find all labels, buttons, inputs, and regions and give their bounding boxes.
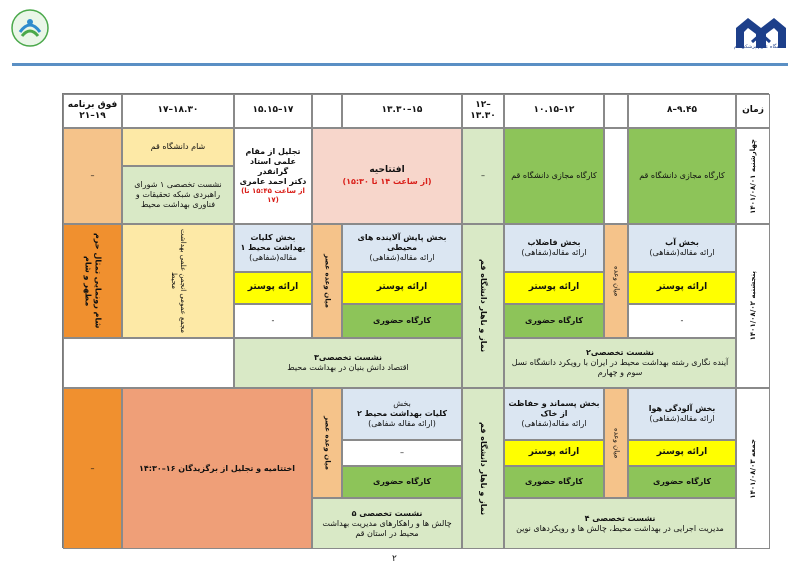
row2-empty	[63, 338, 234, 388]
monitoring-workshop: کارگاه حضوری	[342, 304, 462, 338]
honoring-ceremony: تجلیل از مقام علمی استاد گرانقدر دکتر احمد عامری (از ساعت ۱۵:۴۵ تا ۱۷)	[234, 128, 312, 224]
general-eh-1-dash: -	[234, 304, 312, 338]
monitoring-section: بخش پایش آلاینده های محیطی ارائه مقاله(شفاهی)	[342, 224, 462, 272]
day-3-label: جمعه ۱۴۰۱/۰۸/۰۳	[736, 388, 770, 549]
general-eh-2-dash: –	[342, 440, 462, 466]
water-poster: ارائه پوستر	[628, 272, 736, 304]
row3-break-1: میان وعده	[604, 388, 628, 498]
header-time-1: ۸–۹.۴۵	[628, 94, 736, 128]
row1-extra: –	[63, 128, 122, 224]
panel-3: نشست تخصصی۳ اقتصاد دانش بنیان در بهداشت محیط	[234, 338, 462, 388]
air-pollution-poster: ارائه پوستر	[628, 440, 736, 466]
header-time-3: ۱۲– ۱۳.۳۰	[462, 94, 504, 128]
closing-ceremony: اختتامیه و تجلیل از برگزیدگان ۱۶–۱۴:۳۰	[122, 388, 312, 549]
row2-prayer-lunch: نماز و ناهار دانشگاه قم	[462, 224, 504, 388]
water-section: بخش آب ارائه مقاله(شفاهی)	[628, 224, 736, 272]
university-logo-icon	[732, 6, 790, 58]
header-time-5: ۱۵.۱۵–۱۷	[234, 94, 312, 128]
general-assembly: مجمع عمومی انجمن علمی بهداشت محیط	[122, 224, 234, 338]
waste-soil-workshop: کارگاه حضوری	[504, 466, 604, 498]
panel-4: نشست تخصصی ۴ مدیریت اجرایی در بهداشت محیط، چالش ها و رویکردهای نوین	[504, 498, 736, 549]
virtual-workshop-1: کارگاه مجازی دانشگاه قم	[628, 128, 736, 224]
water-dash: -	[628, 304, 736, 338]
header-blank-1	[604, 94, 628, 128]
general-eh-1-poster: ارائه پوستر	[234, 272, 312, 304]
header-day: زمان	[736, 94, 770, 128]
university-logo-caption: دانشگاه علوم پزشکی قم	[733, 44, 787, 50]
row1-midday: –	[462, 128, 504, 224]
header-time-2: ۱۰.۱۵–۱۲	[504, 94, 604, 128]
panel-2: نشست تخصصی۲ آینده نگاری رشته بهداشت محیط در ایران با رویکرد دانشگاه نسل سوم و چهارم	[504, 338, 736, 388]
dinner-qom: شام دانشگاه قم	[122, 128, 234, 166]
general-eh-2-workshop: کارگاه حضوری	[342, 466, 462, 498]
panel-1: نشست تخصصی ۱ شورای راهبردی شبکه تحقیقات و فناوری بهداشت محیط	[122, 166, 234, 224]
waste-soil-section: بخش پسماند و حفاظت از خاک ارائه مقاله(شفاهی)	[504, 388, 604, 440]
header-blank-2	[312, 94, 342, 128]
monitoring-poster: ارائه پوستر	[342, 272, 462, 304]
row2-break-1: میان وعده	[604, 224, 628, 338]
air-pollution-section: بخش آلودگی هوا ارائه مقاله(شفاهی)	[628, 388, 736, 440]
row3-prayer-lunch: نماز و ناهار دانشگاه قم	[462, 388, 504, 549]
row3-extra: –	[63, 388, 122, 549]
day-2-label: پنجشنبه ۱۴۰۱/۰۸/۰۲	[736, 224, 770, 388]
wastewater-section: بخش فاضلاب ارائه مقاله(شفاهی)	[504, 224, 604, 272]
wastewater-workshop: کارگاه حضوری	[504, 304, 604, 338]
day-1-label: چهارشنبه ۱۴۰۱/۰۸/۰۱	[736, 128, 770, 224]
header-time-4: ۱۳.۳۰–۱۵	[342, 94, 462, 128]
header-divider	[12, 63, 788, 66]
row2-evening: شام رونمایی تمثال حرم مطهر و شام	[63, 224, 122, 338]
header-time-6: ۱۷–۱۸.۳۰	[122, 94, 234, 128]
row2-break-2: میان وعده عصر	[312, 224, 342, 338]
air-pollution-workshop: کارگاه حضوری	[628, 466, 736, 498]
general-eh-1-section: بخش کلیات بهداشت محیط ۱ مقاله(شفاهی)	[234, 224, 312, 272]
virtual-workshop-2: کارگاه مجازی دانشگاه قم	[504, 128, 604, 224]
row3-break-2: میان وعده عصر	[312, 388, 342, 498]
waste-soil-poster: ارائه پوستر	[504, 440, 604, 466]
general-eh-2-section: بخش کلیات بهداشت محیط ۲ (ارائه مقاله شفاهی)	[342, 388, 462, 440]
schedule-table	[62, 93, 769, 548]
page-number: ۲	[392, 554, 397, 564]
header-time-7: فوق برنامه ۱۹–۲۱	[63, 94, 122, 128]
opening-ceremony: افتتاحیه (از ساعت ۱۴ تا ۱۵:۳۰)	[312, 128, 462, 224]
wastewater-poster: ارائه پوستر	[504, 272, 604, 304]
row1-blank-1	[604, 128, 628, 224]
panel-5: نشست تخصصی ۵ چالش ها و راهکارهای مدیریت بهداشت محیط در استان قم	[312, 498, 462, 549]
green-logo-icon	[10, 8, 50, 48]
